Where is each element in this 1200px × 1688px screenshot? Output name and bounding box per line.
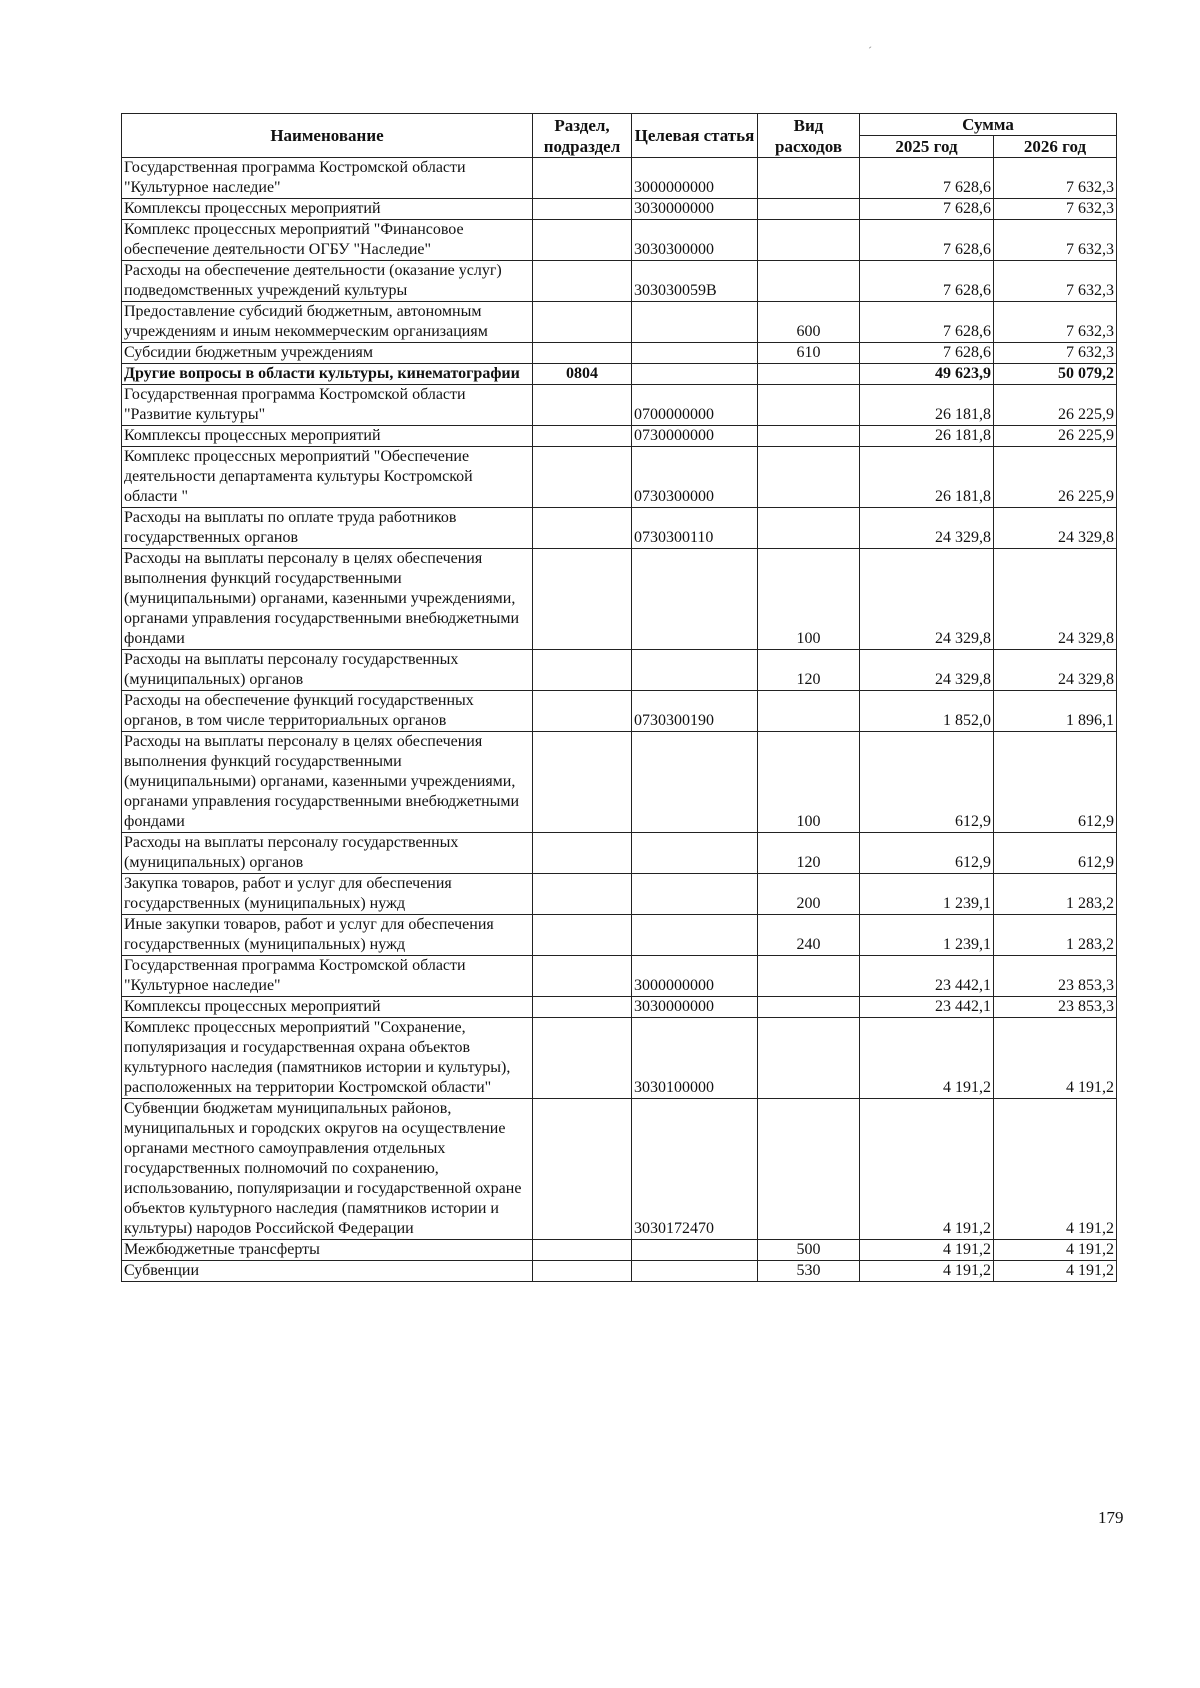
row-name-cell: Закупка товаров, работ и услуг для обеспечения государственных (муниципальных) нужд bbox=[122, 874, 533, 915]
row-kind-cell bbox=[758, 385, 860, 426]
row-name-cell: Комплекс процессных мероприятий "Финансовое обеспечение деятельности ОГБУ "Наследие" bbox=[122, 220, 533, 261]
row-kind-cell: 200 bbox=[758, 874, 860, 915]
row-section-cell bbox=[533, 158, 632, 199]
table-row bbox=[122, 261, 1117, 302]
table-row bbox=[122, 220, 1117, 261]
row-kind-cell: 120 bbox=[758, 650, 860, 691]
row-kind-cell: 600 bbox=[758, 302, 860, 343]
row-target-cell: 0700000000 bbox=[632, 385, 758, 426]
row-sum-2026-cell: 4 191,2 bbox=[994, 1240, 1117, 1261]
row-kind-cell bbox=[758, 199, 860, 220]
table-row bbox=[122, 833, 1117, 874]
row-name-cell: Комплексы процессных мероприятий bbox=[122, 426, 533, 447]
row-sum-2025-cell: 4 191,2 bbox=[860, 1099, 994, 1240]
header-sum: Сумма bbox=[860, 114, 1117, 136]
row-target-cell: 0730000000 bbox=[632, 426, 758, 447]
row-target-cell: 3000000000 bbox=[632, 956, 758, 997]
row-kind-cell: 100 bbox=[758, 549, 860, 650]
row-kind-cell bbox=[758, 426, 860, 447]
row-target-cell: 3030000000 bbox=[632, 199, 758, 220]
scan-artifact: ˊ bbox=[868, 44, 872, 58]
row-section-cell bbox=[533, 426, 632, 447]
table-row bbox=[122, 691, 1117, 732]
row-sum-2025-cell: 4 191,2 bbox=[860, 1261, 994, 1282]
row-target-cell: 0730300110 bbox=[632, 508, 758, 549]
row-section-cell bbox=[533, 691, 632, 732]
table-row bbox=[122, 874, 1117, 915]
row-target-cell: 0730300190 bbox=[632, 691, 758, 732]
row-target-cell bbox=[632, 343, 758, 364]
row-section-cell bbox=[533, 833, 632, 874]
row-section-cell bbox=[533, 343, 632, 364]
row-kind-cell bbox=[758, 447, 860, 508]
row-sum-2025-cell: 26 181,8 bbox=[860, 385, 994, 426]
row-kind-cell bbox=[758, 158, 860, 199]
row-name-cell: Государственная программа Костромской области "Культурное наследие" bbox=[122, 956, 533, 997]
table-row bbox=[122, 426, 1117, 447]
table-row bbox=[122, 343, 1117, 364]
row-name-cell: Другие вопросы в области культуры, кинематографии bbox=[122, 364, 533, 385]
row-sum-2026-cell: 26 225,9 bbox=[994, 426, 1117, 447]
row-target-cell bbox=[632, 915, 758, 956]
row-sum-2026-cell: 23 853,3 bbox=[994, 956, 1117, 997]
row-kind-cell bbox=[758, 997, 860, 1018]
row-section-cell bbox=[533, 1018, 632, 1099]
row-sum-2025-cell: 1 852,0 bbox=[860, 691, 994, 732]
row-sum-2025-cell: 24 329,8 bbox=[860, 650, 994, 691]
row-sum-2026-cell: 612,9 bbox=[994, 833, 1117, 874]
row-kind-cell: 120 bbox=[758, 833, 860, 874]
row-target-cell: 0730300000 bbox=[632, 447, 758, 508]
header-target: Целевая статья bbox=[632, 114, 758, 158]
table-row bbox=[122, 549, 1117, 650]
row-kind-cell: 240 bbox=[758, 915, 860, 956]
row-target-cell bbox=[632, 650, 758, 691]
row-section-cell bbox=[533, 447, 632, 508]
table-body bbox=[122, 158, 1117, 1282]
header-kind: Вид расходов bbox=[758, 114, 860, 158]
row-sum-2025-cell: 4 191,2 bbox=[860, 1018, 994, 1099]
row-sum-2026-cell: 23 853,3 bbox=[994, 997, 1117, 1018]
row-section-cell bbox=[533, 220, 632, 261]
row-target-cell: 3030300000 bbox=[632, 220, 758, 261]
row-sum-2026-cell: 26 225,9 bbox=[994, 447, 1117, 508]
row-name-cell: Комплекс процессных мероприятий "Сохранение, популяризация и государственная охрана объектов культурного наследия (памятников истории и культуры), расположенных на территории Костромской области" bbox=[122, 1018, 533, 1099]
row-name-cell: Расходы на выплаты персоналу в целях обеспечения выполнения функций государственными (муниципальными) органами, казенными учреждениями, органами управления государственными внебюджетными фондами bbox=[122, 549, 533, 650]
row-sum-2025-cell: 23 442,1 bbox=[860, 956, 994, 997]
row-sum-2026-cell: 50 079,2 bbox=[994, 364, 1117, 385]
row-sum-2025-cell: 7 628,6 bbox=[860, 261, 994, 302]
row-target-cell: 3000000000 bbox=[632, 158, 758, 199]
row-kind-cell bbox=[758, 261, 860, 302]
table-header bbox=[122, 114, 1117, 158]
row-sum-2026-cell: 7 632,3 bbox=[994, 158, 1117, 199]
row-sum-2026-cell: 4 191,2 bbox=[994, 1018, 1117, 1099]
table-row bbox=[122, 650, 1117, 691]
row-sum-2026-cell: 26 225,9 bbox=[994, 385, 1117, 426]
row-section-cell bbox=[533, 549, 632, 650]
row-section-cell bbox=[533, 261, 632, 302]
table-row bbox=[122, 1099, 1117, 1240]
row-sum-2025-cell: 4 191,2 bbox=[860, 1240, 994, 1261]
row-sum-2025-cell: 7 628,6 bbox=[860, 302, 994, 343]
row-target-cell: 3030172470 bbox=[632, 1099, 758, 1240]
row-kind-cell bbox=[758, 364, 860, 385]
row-target-cell bbox=[632, 874, 758, 915]
row-section-cell bbox=[533, 302, 632, 343]
row-sum-2025-cell: 24 329,8 bbox=[860, 549, 994, 650]
row-target-cell: 3030100000 bbox=[632, 1018, 758, 1099]
row-sum-2026-cell: 7 632,3 bbox=[994, 343, 1117, 364]
table-row bbox=[122, 1261, 1117, 1282]
row-name-cell: Субсидии бюджетным учреждениям bbox=[122, 343, 533, 364]
row-section-cell bbox=[533, 997, 632, 1018]
table-row bbox=[122, 447, 1117, 508]
table-row bbox=[122, 158, 1117, 199]
row-kind-cell bbox=[758, 956, 860, 997]
row-sum-2026-cell: 24 329,8 bbox=[994, 549, 1117, 650]
row-sum-2026-cell: 7 632,3 bbox=[994, 220, 1117, 261]
row-name-cell: Государственная программа Костромской области "Развитие культуры" bbox=[122, 385, 533, 426]
row-kind-cell bbox=[758, 220, 860, 261]
row-section-cell bbox=[533, 385, 632, 426]
row-target-cell: 303030059В bbox=[632, 261, 758, 302]
row-sum-2026-cell: 24 329,8 bbox=[994, 508, 1117, 549]
table-row bbox=[122, 915, 1117, 956]
row-section-cell bbox=[533, 874, 632, 915]
row-target-cell bbox=[632, 1261, 758, 1282]
row-section-cell bbox=[533, 199, 632, 220]
row-name-cell: Комплексы процессных мероприятий bbox=[122, 997, 533, 1018]
header-section: Раздел, подраздел bbox=[533, 114, 632, 158]
row-kind-cell bbox=[758, 1018, 860, 1099]
row-sum-2026-cell: 4 191,2 bbox=[994, 1099, 1117, 1240]
row-name-cell: Расходы на обеспечение деятельности (оказание услуг) подведомственных учреждений культуры bbox=[122, 261, 533, 302]
row-sum-2025-cell: 7 628,6 bbox=[860, 220, 994, 261]
row-target-cell bbox=[632, 833, 758, 874]
row-sum-2026-cell: 4 191,2 bbox=[994, 1261, 1117, 1282]
row-sum-2026-cell: 1 283,2 bbox=[994, 915, 1117, 956]
row-sum-2026-cell: 7 632,3 bbox=[994, 302, 1117, 343]
row-kind-cell: 610 bbox=[758, 343, 860, 364]
table-row bbox=[122, 364, 1117, 385]
row-section-cell bbox=[533, 732, 632, 833]
row-section-cell bbox=[533, 1261, 632, 1282]
row-sum-2026-cell: 1 896,1 bbox=[994, 691, 1117, 732]
row-section-cell bbox=[533, 650, 632, 691]
row-name-cell: Расходы на выплаты по оплате труда работников государственных органов bbox=[122, 508, 533, 549]
row-sum-2025-cell: 49 623,9 bbox=[860, 364, 994, 385]
table-row bbox=[122, 1240, 1117, 1261]
table-row bbox=[122, 302, 1117, 343]
table-row bbox=[122, 385, 1117, 426]
header-year-2025: 2025 год bbox=[860, 136, 994, 158]
row-name-cell: Расходы на выплаты персоналу государственных (муниципальных) органов bbox=[122, 833, 533, 874]
row-sum-2026-cell: 24 329,8 bbox=[994, 650, 1117, 691]
row-sum-2025-cell: 612,9 bbox=[860, 732, 994, 833]
row-section-cell bbox=[533, 956, 632, 997]
row-name-cell: Иные закупки товаров, работ и услуг для обеспечения государственных (муниципальных) нужд bbox=[122, 915, 533, 956]
page-number: 179 bbox=[1098, 1508, 1124, 1527]
header-year-2026: 2026 год bbox=[994, 136, 1117, 158]
row-sum-2025-cell: 612,9 bbox=[860, 833, 994, 874]
row-name-cell: Государственная программа Костромской области "Культурное наследие" bbox=[122, 158, 533, 199]
row-sum-2025-cell: 23 442,1 bbox=[860, 997, 994, 1018]
table-row bbox=[122, 199, 1117, 220]
budget-table bbox=[121, 113, 1117, 1282]
row-name-cell: Субвенции бюджетам муниципальных районов, муниципальных и городских округов на осуществление органами местного самоуправления отдельных государственных полномочий по сохранению, использованию, популяризации и государственной охране объектов культурного наследия (памятников истории и культуры) народов Российской Федерации bbox=[122, 1099, 533, 1240]
row-name-cell: Субвенции bbox=[122, 1261, 533, 1282]
row-sum-2025-cell: 1 239,1 bbox=[860, 874, 994, 915]
row-sum-2026-cell: 1 283,2 bbox=[994, 874, 1117, 915]
row-sum-2025-cell: 7 628,6 bbox=[860, 199, 994, 220]
row-name-cell: Предоставление субсидий бюджетным, автономным учреждениям и иным некоммерческим организациям bbox=[122, 302, 533, 343]
row-target-cell bbox=[632, 364, 758, 385]
row-name-cell: Расходы на обеспечение функций государственных органов, в том числе территориальных органов bbox=[122, 691, 533, 732]
table-row bbox=[122, 956, 1117, 997]
row-target-cell bbox=[632, 302, 758, 343]
row-name-cell: Расходы на выплаты персоналу в целях обеспечения выполнения функций государственными (муниципальными) органами, казенными учреждениями, органами управления государственными внебюджетными фондами bbox=[122, 732, 533, 833]
row-target-cell bbox=[632, 1240, 758, 1261]
row-section-cell bbox=[533, 508, 632, 549]
table-row bbox=[122, 732, 1117, 833]
table-row bbox=[122, 1018, 1117, 1099]
row-name-cell: Межбюджетные трансферты bbox=[122, 1240, 533, 1261]
row-section-cell bbox=[533, 1099, 632, 1240]
row-sum-2025-cell: 7 628,6 bbox=[860, 158, 994, 199]
row-target-cell bbox=[632, 549, 758, 650]
row-sum-2025-cell: 1 239,1 bbox=[860, 915, 994, 956]
row-section-cell bbox=[533, 915, 632, 956]
row-section-cell: 0804 bbox=[533, 364, 632, 385]
header-name: Наименование bbox=[122, 114, 533, 158]
row-sum-2026-cell: 612,9 bbox=[994, 732, 1117, 833]
row-section-cell bbox=[533, 1240, 632, 1261]
row-sum-2026-cell: 7 632,3 bbox=[994, 261, 1117, 302]
row-sum-2025-cell: 7 628,6 bbox=[860, 343, 994, 364]
row-kind-cell bbox=[758, 1099, 860, 1240]
row-sum-2025-cell: 26 181,8 bbox=[860, 447, 994, 508]
row-name-cell: Комплекс процессных мероприятий "Обеспечение деятельности департамента культуры Костромской области " bbox=[122, 447, 533, 508]
row-kind-cell bbox=[758, 508, 860, 549]
row-sum-2026-cell: 7 632,3 bbox=[994, 199, 1117, 220]
table-row bbox=[122, 997, 1117, 1018]
row-kind-cell: 500 bbox=[758, 1240, 860, 1261]
row-sum-2025-cell: 26 181,8 bbox=[860, 426, 994, 447]
row-target-cell bbox=[632, 732, 758, 833]
row-kind-cell: 100 bbox=[758, 732, 860, 833]
row-sum-2025-cell: 24 329,8 bbox=[860, 508, 994, 549]
row-kind-cell bbox=[758, 691, 860, 732]
row-name-cell: Комплексы процессных мероприятий bbox=[122, 199, 533, 220]
table-row bbox=[122, 508, 1117, 549]
row-target-cell: 3030000000 bbox=[632, 997, 758, 1018]
row-kind-cell: 530 bbox=[758, 1261, 860, 1282]
row-name-cell: Расходы на выплаты персоналу государственных (муниципальных) органов bbox=[122, 650, 533, 691]
